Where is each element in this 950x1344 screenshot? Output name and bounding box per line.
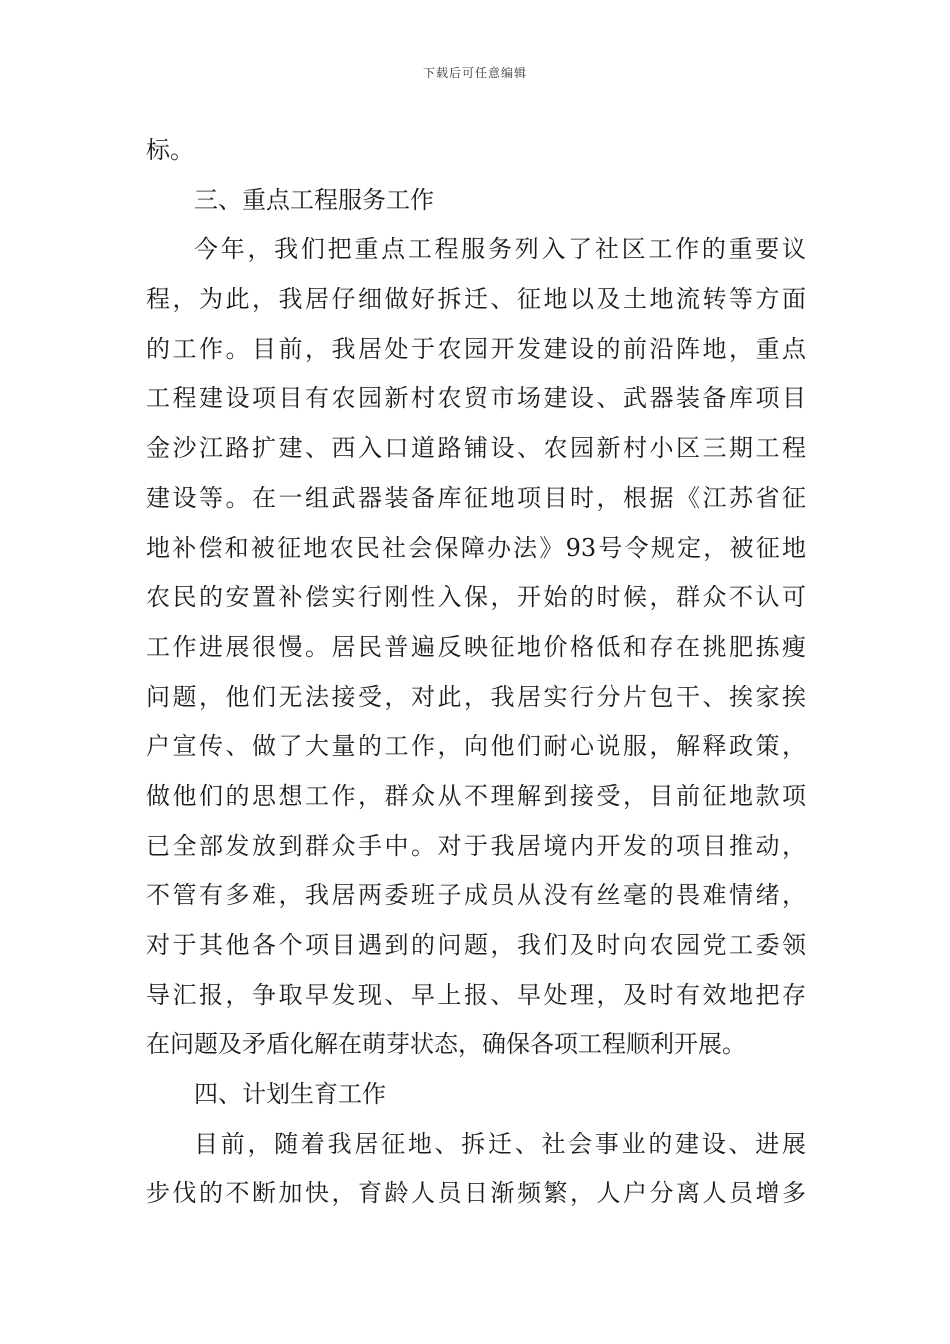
text-line: 金沙江路扩建、西入口道路铺设、农园新村小区三期工程 (146, 434, 806, 463)
text-line: 做他们的思想工作，群众从不理解到接受，目前征地款项 (146, 781, 806, 810)
text-line: 农民的安置补偿实行刚性入保，开始的时候，群众不认可 (146, 583, 806, 612)
text-line: 地补偿和被征地农民社会保障办法》93号令规定，被征地 (146, 533, 806, 562)
text-line: 工程建设项目有农园新村农贸市场建设、武器装备库项目 (146, 384, 806, 413)
text-line: 对于其他各个项目遇到的问题，我们及时向农园党工委领 (146, 931, 806, 959)
section-heading: 四、计划生育工作 (194, 1080, 386, 1109)
page-header: 下载后可任意编辑 (422, 66, 527, 80)
text-line: 在问题及矛盾化解在萌芽状态，确保各项工程顺利开展。 (146, 1030, 746, 1059)
text-line: 建设等。在一组武器装备库征地项目时，根据《江苏省征 (146, 483, 806, 512)
text-line: 工作进展很慢。居民普遍反映征地价格低和存在挑肥拣瘦 (146, 632, 806, 661)
text-line: 已全部发放到群众手中。对于我居境内开发的项目推动， (146, 831, 806, 860)
text-line: 程，为此，我居仔细做好拆迁、征地以及土地流转等方面 (146, 285, 806, 314)
text-line: 步伐的不断加快，育龄人员日渐频繁，人户分离人员增多 (146, 1179, 806, 1208)
paragraph-first-line: 目前，随着我居征地、拆迁、社会事业的建设、进展 (194, 1129, 806, 1158)
text-line: 户宣传、做了大量的工作，向他们耐心说服，解释政策， (146, 732, 806, 761)
section-heading: 三、重点工程服务工作 (194, 185, 434, 214)
paragraph-first-line: 今年，我们把重点工程服务列入了社区工作的重要议 (194, 235, 806, 264)
text-line: 标。 (146, 136, 194, 164)
document-body (146, 126, 806, 1219)
text-line: 不管有多难，我居两委班子成员从没有丝毫的畏难情绪， (146, 881, 806, 910)
text-line: 导汇报，争取早发现、早上报、早处理，及时有效地把存 (146, 980, 806, 1009)
text-line: 的工作。目前，我居处于农园开发建设的前沿阵地，重点 (146, 334, 806, 363)
text-line: 问题，他们无法接受，对此，我居实行分片包干、挨家挨 (146, 682, 806, 711)
